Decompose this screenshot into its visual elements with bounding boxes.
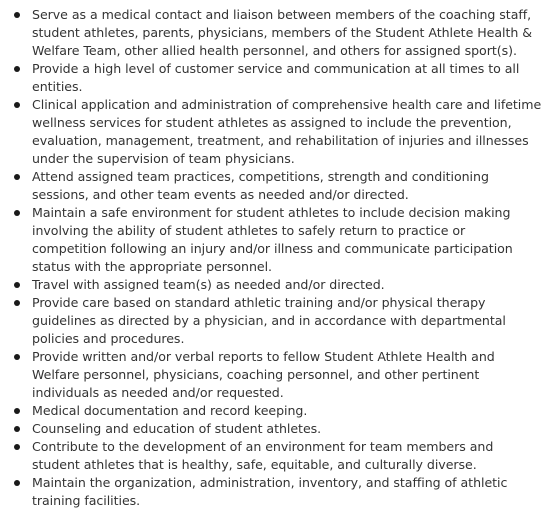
list-item-text: Counseling and education of student athletes. xyxy=(32,421,322,436)
list-item xyxy=(0,294,545,348)
list-item xyxy=(0,204,545,276)
list-item-text: Serve as a medical contact and liaison between members of the coaching staff, student athletes, parents, physicians, members of the Student Athlete Health & Welfare Team, other allied health personnel, and others for assigned sport(s). xyxy=(32,7,532,58)
list-item-text: Contribute to the development of an environment for team members and student athletes that is healthy, safe, equitable, and culturally diverse. xyxy=(32,439,494,472)
bullet-icon xyxy=(14,210,20,216)
list-item xyxy=(0,474,545,510)
list-item xyxy=(0,6,545,60)
list-item xyxy=(0,276,545,294)
list-item xyxy=(0,60,545,96)
list-item-text: Provide care based on standard athletic training and/or physical therapy guidelines as directed by a physician, and in accordance with departmental policies and procedures. xyxy=(32,295,506,346)
bullet-icon xyxy=(14,102,20,108)
bullet-icon xyxy=(14,66,20,72)
list-item-text: Provide written and/or verbal reports to fellow Student Athlete Health and Welfare personnel, physicians, coaching personnel, and other pertinent individuals as needed and/or requested. xyxy=(32,349,495,400)
list-item xyxy=(0,420,545,438)
bullet-icon xyxy=(14,480,20,486)
bullet-icon xyxy=(14,282,20,288)
list-item-text: Medical documentation and record keeping. xyxy=(32,403,308,418)
bullet-icon xyxy=(14,300,20,306)
list-item-text: Provide a high level of customer service and communication at all times to all entities. xyxy=(32,61,520,94)
bullet-icon xyxy=(14,426,20,432)
bullet-icon xyxy=(14,12,20,18)
list-item-text: Attend assigned team practices, competitions, strength and conditioning sessions, and other team events as needed and/or directed. xyxy=(32,169,489,202)
list-item xyxy=(0,438,545,474)
list-item xyxy=(0,402,545,420)
list-item xyxy=(0,168,545,204)
bullet-icon xyxy=(14,174,20,180)
list-item-text: Travel with assigned team(s) as needed and/or directed. xyxy=(32,277,385,292)
list-item-text: Maintain a safe environment for student athletes to include decision making involving the ability of student athletes to safely return to practice or competition following an injury and/or illness and communicate participation status with the appropriate personnel. xyxy=(32,205,513,274)
list-item-text: Clinical application and administration of comprehensive health care and lifetime wellness services for student athletes as assigned to include the prevention, evaluation, management, treatment, and rehabilitation of injuries and illnesses under the supervision of team physicians. xyxy=(32,97,542,166)
list-item xyxy=(0,348,545,402)
list-item xyxy=(0,96,545,168)
list-item-text: Maintain the organization, administration, inventory, and staffing of athletic training facilities. xyxy=(32,475,508,508)
bullet-icon xyxy=(14,444,20,450)
bullet-icon xyxy=(14,408,20,414)
bullet-icon xyxy=(14,354,20,360)
